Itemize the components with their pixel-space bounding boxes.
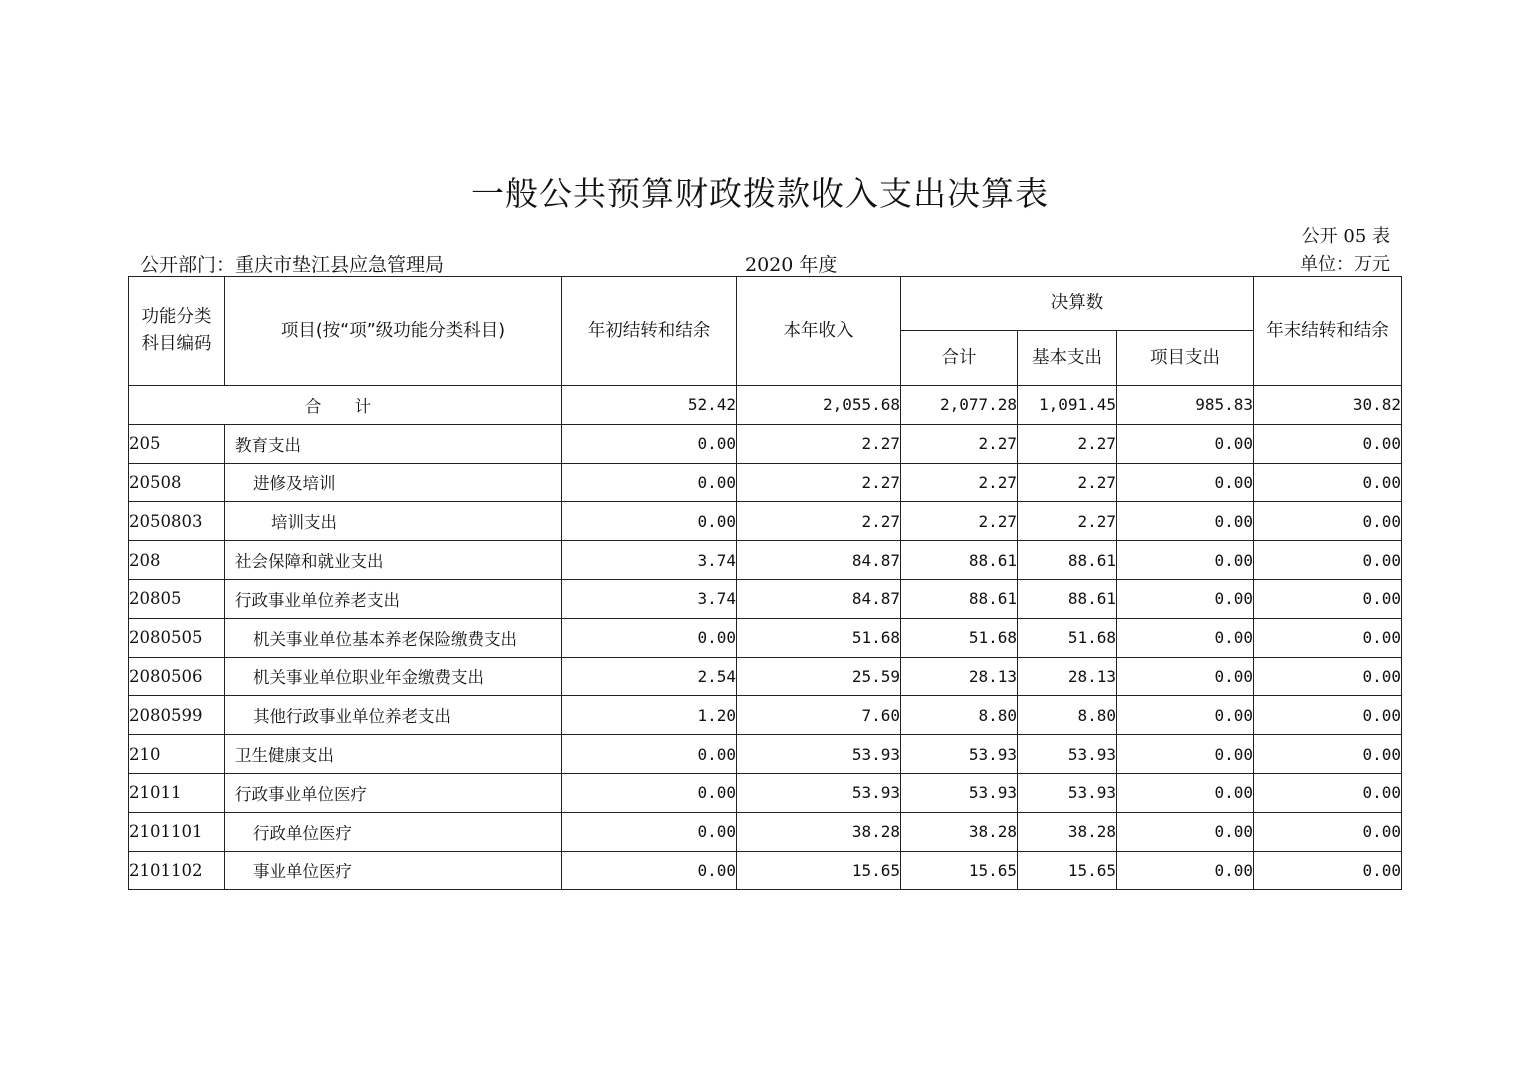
row-begin: 0.00 xyxy=(562,424,737,463)
total-end: 30.82 xyxy=(1254,386,1402,425)
row-begin: 0.00 xyxy=(562,463,737,502)
table-row xyxy=(129,696,1402,735)
header-settlement: 决算数 xyxy=(901,277,1254,331)
row-project: 0.00 xyxy=(1117,851,1254,890)
header-end-balance: 年末结转和结余 xyxy=(1254,277,1402,386)
total-total: 2,077.28 xyxy=(901,386,1018,425)
row-basic: 51.68 xyxy=(1018,618,1117,657)
table-row xyxy=(129,812,1402,851)
row-income: 7.60 xyxy=(737,696,901,735)
row-total: 53.93 xyxy=(901,773,1018,812)
row-total: 51.68 xyxy=(901,618,1018,657)
row-item-name: 卫生健康支出 xyxy=(225,735,562,774)
row-total: 88.61 xyxy=(901,579,1018,618)
total-basic: 1,091.45 xyxy=(1018,386,1117,425)
row-income: 51.68 xyxy=(737,618,901,657)
total-project: 985.83 xyxy=(1117,386,1254,425)
row-income: 84.87 xyxy=(737,579,901,618)
row-item-name: 教育支出 xyxy=(225,424,562,463)
row-project: 0.00 xyxy=(1117,424,1254,463)
row-code: 210 xyxy=(129,735,225,774)
row-code: 2080505 xyxy=(129,618,225,657)
row-income: 2.27 xyxy=(737,502,901,541)
row-code: 21011 xyxy=(129,773,225,812)
header-item: 项目(按“项”级功能分类科目) xyxy=(225,277,562,386)
row-item-name: 行政事业单位医疗 xyxy=(225,773,562,812)
total-income: 2,055.68 xyxy=(737,386,901,425)
row-total: 88.61 xyxy=(901,541,1018,580)
row-basic: 28.13 xyxy=(1018,657,1117,696)
row-code: 2101102 xyxy=(129,851,225,890)
row-project: 0.00 xyxy=(1117,502,1254,541)
row-project: 0.00 xyxy=(1117,463,1254,502)
total-row xyxy=(129,386,1402,425)
header-basic: 基本支出 xyxy=(1018,331,1117,386)
row-begin: 3.74 xyxy=(562,541,737,580)
row-total: 2.27 xyxy=(901,502,1018,541)
row-end: 0.00 xyxy=(1254,463,1402,502)
table-row xyxy=(129,657,1402,696)
row-code: 2080599 xyxy=(129,696,225,735)
row-code: 2101101 xyxy=(129,812,225,851)
row-basic: 53.93 xyxy=(1018,735,1117,774)
unit-label: 单位：万元 xyxy=(1300,254,1390,275)
row-item-name: 行政事业单位养老支出 xyxy=(225,579,562,618)
header-income: 本年收入 xyxy=(737,277,901,386)
row-begin: 0.00 xyxy=(562,851,737,890)
row-total: 15.65 xyxy=(901,851,1018,890)
row-begin: 2.54 xyxy=(562,657,737,696)
row-end: 0.00 xyxy=(1254,502,1402,541)
row-item-name: 进修及培训 xyxy=(225,463,562,502)
row-end: 0.00 xyxy=(1254,735,1402,774)
row-item-name: 机关事业单位基本养老保险缴费支出 xyxy=(225,618,562,657)
table-row xyxy=(129,579,1402,618)
budget-table xyxy=(128,276,1402,890)
row-begin: 0.00 xyxy=(562,735,737,774)
row-basic: 2.27 xyxy=(1018,502,1117,541)
row-item-name: 机关事业单位职业年金缴费支出 xyxy=(225,657,562,696)
row-begin: 1.20 xyxy=(562,696,737,735)
row-item-name: 培训支出 xyxy=(225,502,562,541)
row-basic: 88.61 xyxy=(1018,541,1117,580)
row-code: 20805 xyxy=(129,579,225,618)
row-end: 0.00 xyxy=(1254,773,1402,812)
row-end: 0.00 xyxy=(1254,812,1402,851)
row-income: 53.93 xyxy=(737,735,901,774)
row-item-name: 事业单位医疗 xyxy=(225,851,562,890)
table-body xyxy=(129,386,1402,890)
row-begin: 0.00 xyxy=(562,773,737,812)
form-number: 公开 05 表 xyxy=(1301,226,1390,247)
total-begin: 52.42 xyxy=(562,386,737,425)
row-basic: 88.61 xyxy=(1018,579,1117,618)
row-project: 0.00 xyxy=(1117,541,1254,580)
page-title: 一般公共预算财政拨款收入支出决算表 xyxy=(471,174,1049,213)
table-row xyxy=(129,618,1402,657)
row-total: 28.13 xyxy=(901,657,1018,696)
row-end: 0.00 xyxy=(1254,657,1402,696)
row-project: 0.00 xyxy=(1117,696,1254,735)
fiscal-year: 2020 年度 xyxy=(745,254,838,276)
row-end: 0.00 xyxy=(1254,579,1402,618)
row-total: 2.27 xyxy=(901,463,1018,502)
row-basic: 15.65 xyxy=(1018,851,1117,890)
row-code: 2050803 xyxy=(129,502,225,541)
row-project: 0.00 xyxy=(1117,735,1254,774)
row-item-name: 其他行政事业单位养老支出 xyxy=(225,696,562,735)
row-income: 38.28 xyxy=(737,812,901,851)
row-income: 2.27 xyxy=(737,424,901,463)
row-end: 0.00 xyxy=(1254,851,1402,890)
row-basic: 2.27 xyxy=(1018,463,1117,502)
row-project: 0.00 xyxy=(1117,812,1254,851)
row-code: 205 xyxy=(129,424,225,463)
row-income: 25.59 xyxy=(737,657,901,696)
table-row xyxy=(129,735,1402,774)
row-basic: 8.80 xyxy=(1018,696,1117,735)
row-project: 0.00 xyxy=(1117,657,1254,696)
header-project: 项目支出 xyxy=(1117,331,1254,386)
row-total: 8.80 xyxy=(901,696,1018,735)
row-end: 0.00 xyxy=(1254,541,1402,580)
row-basic: 2.27 xyxy=(1018,424,1117,463)
row-item-name: 社会保障和就业支出 xyxy=(225,541,562,580)
row-total: 38.28 xyxy=(901,812,1018,851)
row-total: 53.93 xyxy=(901,735,1018,774)
row-project: 0.00 xyxy=(1117,773,1254,812)
department-label: 公开部门：重庆市垫江县应急管理局 xyxy=(140,254,445,276)
row-item-name: 行政单位医疗 xyxy=(225,812,562,851)
row-income: 2.27 xyxy=(737,463,901,502)
row-begin: 3.74 xyxy=(562,579,737,618)
table-row xyxy=(129,502,1402,541)
row-income: 53.93 xyxy=(737,773,901,812)
row-end: 0.00 xyxy=(1254,696,1402,735)
table-row xyxy=(129,541,1402,580)
table-row xyxy=(129,424,1402,463)
header-code: 功能分类科目编码 xyxy=(129,277,225,386)
row-basic: 38.28 xyxy=(1018,812,1117,851)
row-project: 0.00 xyxy=(1117,618,1254,657)
row-begin: 0.00 xyxy=(562,502,737,541)
row-begin: 0.00 xyxy=(562,812,737,851)
table-row xyxy=(129,851,1402,890)
row-income: 84.87 xyxy=(737,541,901,580)
row-end: 0.00 xyxy=(1254,618,1402,657)
row-total: 2.27 xyxy=(901,424,1018,463)
table-row xyxy=(129,773,1402,812)
table-row xyxy=(129,463,1402,502)
header-total: 合计 xyxy=(901,331,1018,386)
total-label: 合 计 xyxy=(129,386,562,425)
row-project: 0.00 xyxy=(1117,579,1254,618)
row-income: 15.65 xyxy=(737,851,901,890)
row-code: 2080506 xyxy=(129,657,225,696)
row-basic: 53.93 xyxy=(1018,773,1117,812)
row-code: 20508 xyxy=(129,463,225,502)
row-code: 208 xyxy=(129,541,225,580)
header-begin-balance: 年初结转和结余 xyxy=(562,277,737,386)
row-end: 0.00 xyxy=(1254,424,1402,463)
row-begin: 0.00 xyxy=(562,618,737,657)
